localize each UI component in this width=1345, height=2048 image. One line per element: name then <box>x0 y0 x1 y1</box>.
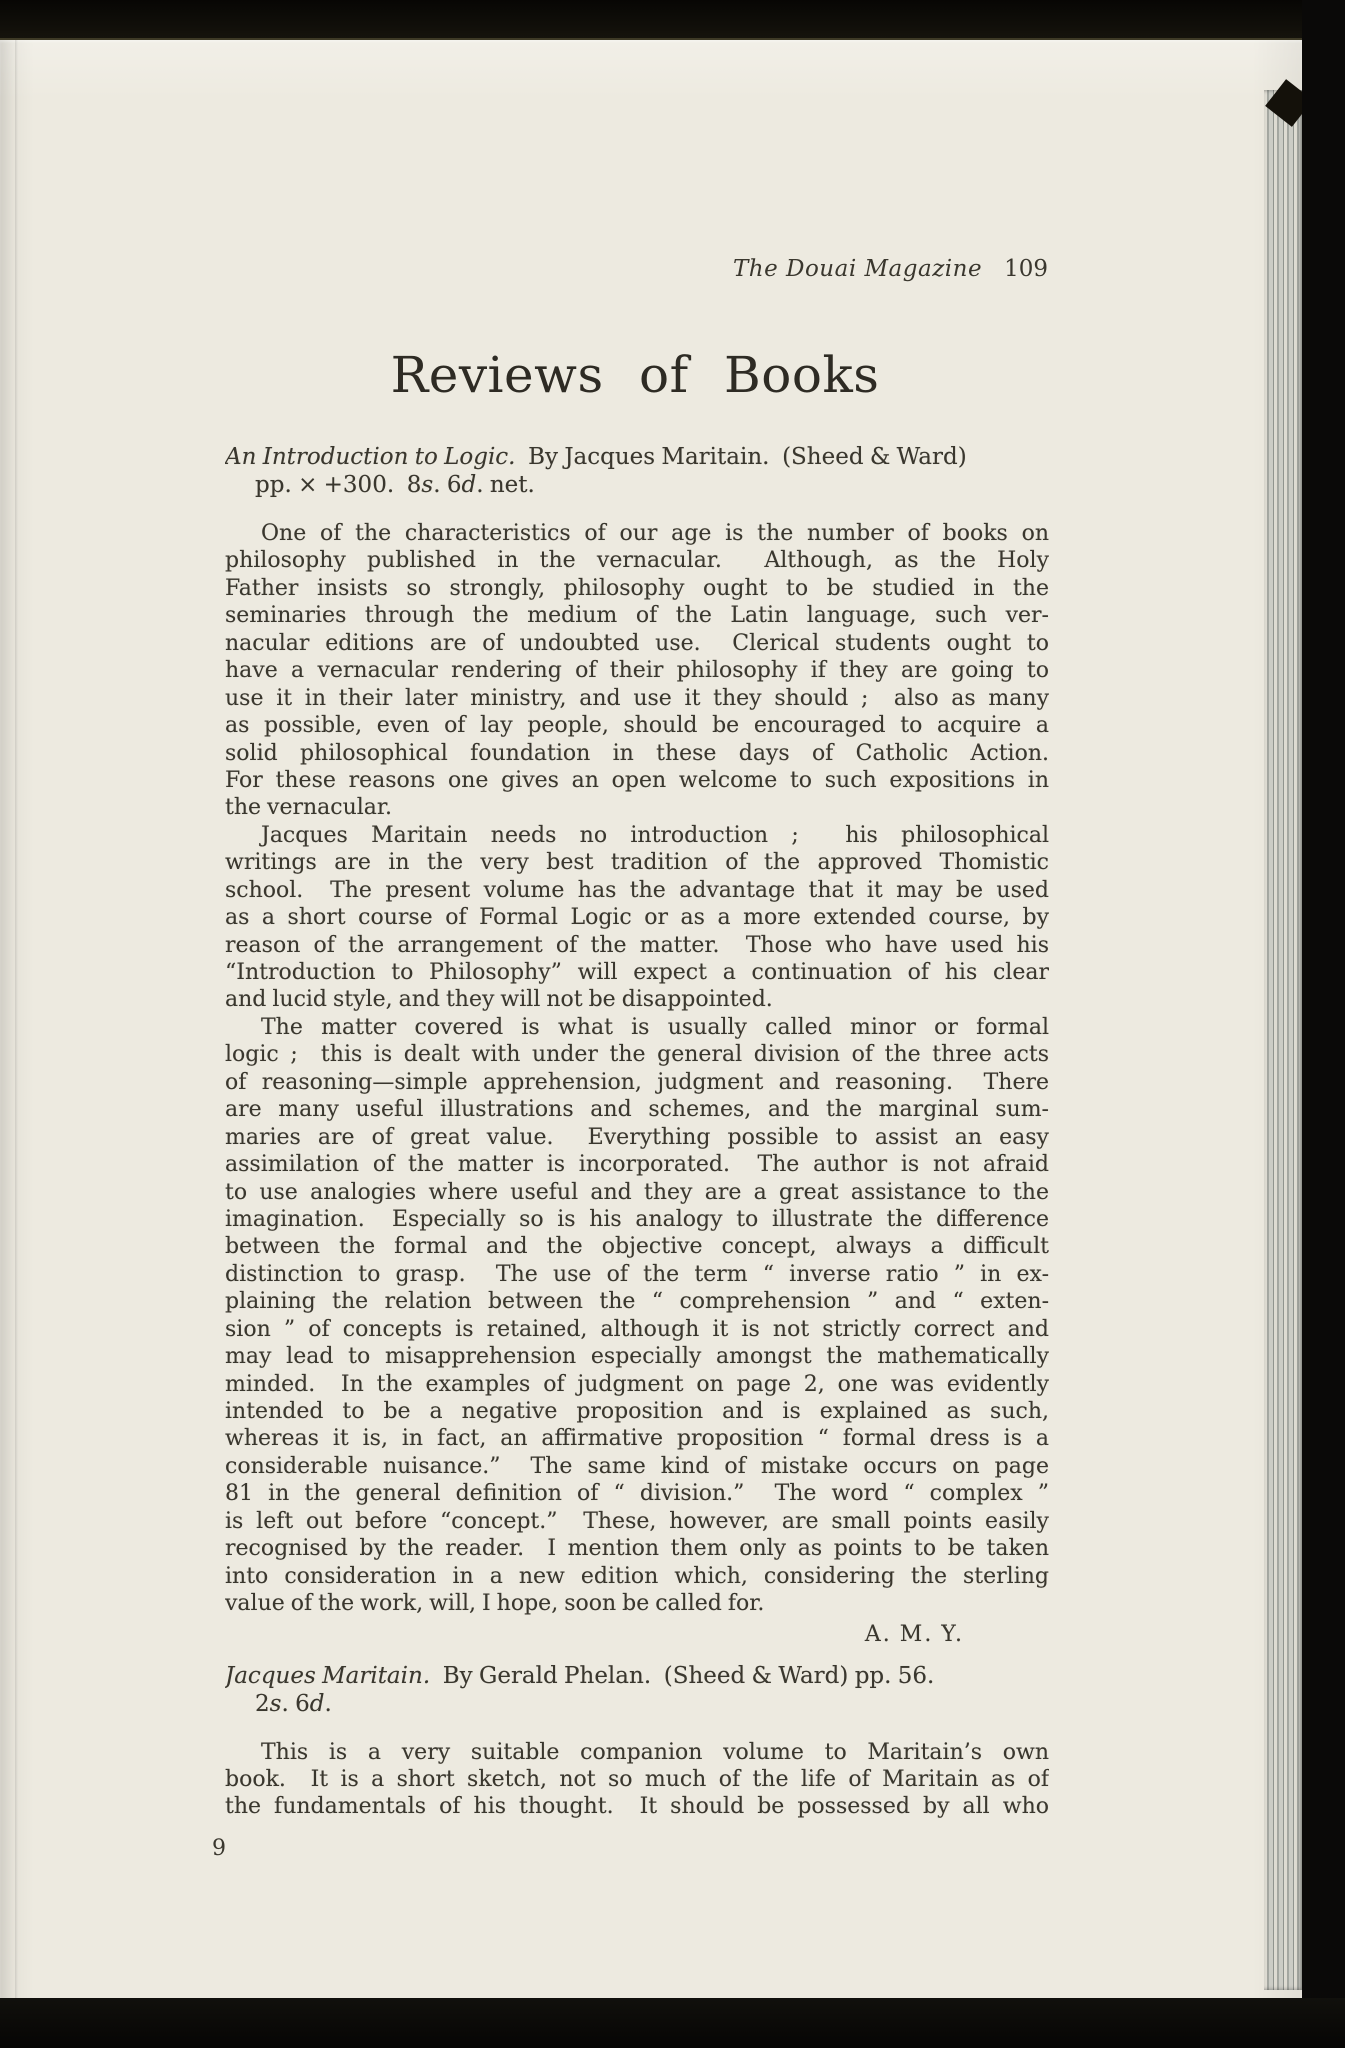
text-line: are many useful illustrations and schemes, and the marginal sum- <box>225 1097 1049 1123</box>
text-line: between the formal and the objective concept, always a difficult <box>225 1234 1049 1260</box>
section-title: Reviews of Books <box>390 346 880 404</box>
text-line: may lead to misapprehension especially amongst the mathematically <box>225 1344 1049 1370</box>
heading-italic-text: s <box>269 1690 282 1717</box>
footer-page-number: 9 <box>212 1836 226 1861</box>
text-line: distinction to grasp. The use of the term “ inverse ratio ” in ex- <box>225 1261 1049 1287</box>
review-body <box>225 1739 1049 1821</box>
text-line: book. It is a short sketch, not so much of the life of Maritain as of <box>225 1766 1049 1792</box>
text-line: and lucid style, and they will not be disappointed. <box>225 987 773 1013</box>
text-line: into consideration in a new edition which, considering the sterling <box>225 1563 1049 1589</box>
heading-roman-text: . 6 <box>433 472 462 498</box>
heading-italic-text: d <box>461 472 477 498</box>
heading-italic-text: s <box>421 472 434 498</box>
review-heading <box>225 1662 1049 1718</box>
review-heading-line <box>225 1662 1049 1690</box>
heading-roman-text: . net. <box>476 472 535 498</box>
text-line: intended to be a negative proposition and is explained as such, <box>225 1399 1049 1424</box>
text-line: sion ” of concepts is retained, although it is not strictly correct and <box>225 1316 1049 1342</box>
text-line: This is a very suitable companion volume to Maritain’s own <box>261 1739 1049 1765</box>
heading-roman-text: . <box>324 1690 332 1717</box>
running-header <box>225 256 1048 282</box>
review-heading-line <box>225 471 1049 499</box>
header-page-number: 109 <box>1004 256 1048 282</box>
magazine-title: The Douai Magazine <box>732 256 983 282</box>
text-line: have a vernacular rendering of their philosophy if they are going to <box>225 658 1049 684</box>
book-cover-right-edge <box>1302 0 1345 2048</box>
text-line: logic ; this is dealt with under the general division of the three acts <box>225 1042 1049 1068</box>
heading-roman-text: . 6 <box>281 1690 310 1717</box>
page-stack-fore-edge <box>1264 90 1304 1990</box>
page-gutter-crease <box>15 40 18 1998</box>
text-line: solid philosophical foundation in these days of Catholic Action. <box>225 740 1049 766</box>
text-line: school. The present volume has the advantage that it may be used <box>225 877 1049 903</box>
text-line: writings are in the very best tradition of the approved Thomistic <box>225 850 1049 876</box>
heading-roman-text: By Jacques Maritain. (Sheed & Ward) <box>515 444 967 470</box>
text-line: to use analogies where useful and they are a great assistance to the <box>225 1179 1049 1205</box>
text-line: the fundamentals of his thought. It should be possessed by all who <box>225 1794 1049 1820</box>
heading-roman-text: pp. × +300. 8 <box>255 472 422 498</box>
text-line: One of the characteristics of our age is the number of books on <box>261 521 1049 546</box>
heading-italic-text: An Introduction to Logic. <box>225 444 516 470</box>
text-line: For these reasons one gives an open welcome to such expositions in <box>225 767 1049 793</box>
text-line: The matter covered is what is usually called minor or formal <box>261 1014 1049 1040</box>
text-line: reason of the arrangement of the matter. Those who have used his <box>225 932 1049 958</box>
text-line: use it in their later ministry, and use it they should ; also as many <box>225 685 1049 711</box>
text-line: maries are of great value. Everything possible to assist an easy <box>225 1124 1049 1150</box>
text-line: nacular editions are of undoubted use. Clerical students ought to <box>225 630 1049 656</box>
heading-italic-text: d <box>309 1690 325 1717</box>
text-line: seminaries through the medium of the Latin language, such ver- <box>225 603 1049 629</box>
book-cover-bottom-edge <box>0 1998 1345 2048</box>
heading-italic-text: Jacques Maritain. <box>225 1662 431 1689</box>
text-line: plaining the relation between the “ comprehension ” and “ exten- <box>225 1289 1049 1315</box>
text-line: minded. In the examples of judgment on page 2, one was evidently <box>225 1371 1049 1397</box>
review-heading <box>225 443 1049 499</box>
reviewer-signature: A. M. Y. <box>864 1621 964 1647</box>
text-line: assimilation of the matter is incorporated. The author is not afraid <box>225 1152 1049 1178</box>
text-line: considerable nuisance.” The same kind of mistake occurs on page <box>225 1453 1049 1479</box>
text-line: of reasoning—simple apprehension, judgment and reasoning. There <box>225 1069 1049 1095</box>
text-line: Father insists so strongly, philosophy ought to be studied in the <box>225 575 1049 601</box>
text-line: imagination. Especially so is his analogy to illustrate the difference <box>225 1206 1049 1232</box>
text-line: “Introduction to Philosophy” will expect a continuation of his clear <box>225 960 1049 985</box>
book-cover-top-edge <box>0 0 1345 40</box>
heading-roman-text: 2 <box>255 1690 270 1717</box>
review-body <box>225 520 1049 1618</box>
text-line: as a short course of Formal Logic or as a more extended course, by <box>225 905 1049 931</box>
reviews <box>225 443 1049 1821</box>
text-line: whereas it is, in fact, an affirmative proposition “ formal dress is a <box>225 1426 1049 1452</box>
text-line: philosophy published in the vernacular. Although, as the Holy <box>225 548 1049 574</box>
text-line: value of the work, will, I hope, soon be called for. <box>225 1591 765 1617</box>
book-review <box>225 443 1049 1650</box>
text-line: is left out before “concept.” These, however, are small points easily <box>225 1508 1049 1534</box>
heading-roman-text: By Gerald Phelan. (Sheed & Ward) pp. 56. <box>430 1662 935 1689</box>
text-line: recognised by the reader. I mention them only as points to be taken <box>225 1536 1049 1562</box>
book-review <box>225 1662 1049 1821</box>
text-line: the vernacular. <box>225 795 393 821</box>
text-line: 81 in the general definition of “ division.” The word “ complex ” <box>225 1481 1049 1507</box>
text-line: Jacques Maritain needs no introduction ; his philosophical <box>261 822 1049 848</box>
text-line: as possible, even of lay people, should be encouraged to acquire a <box>225 713 1049 739</box>
review-heading-line <box>225 1690 1049 1718</box>
review-heading-line <box>225 443 1049 471</box>
